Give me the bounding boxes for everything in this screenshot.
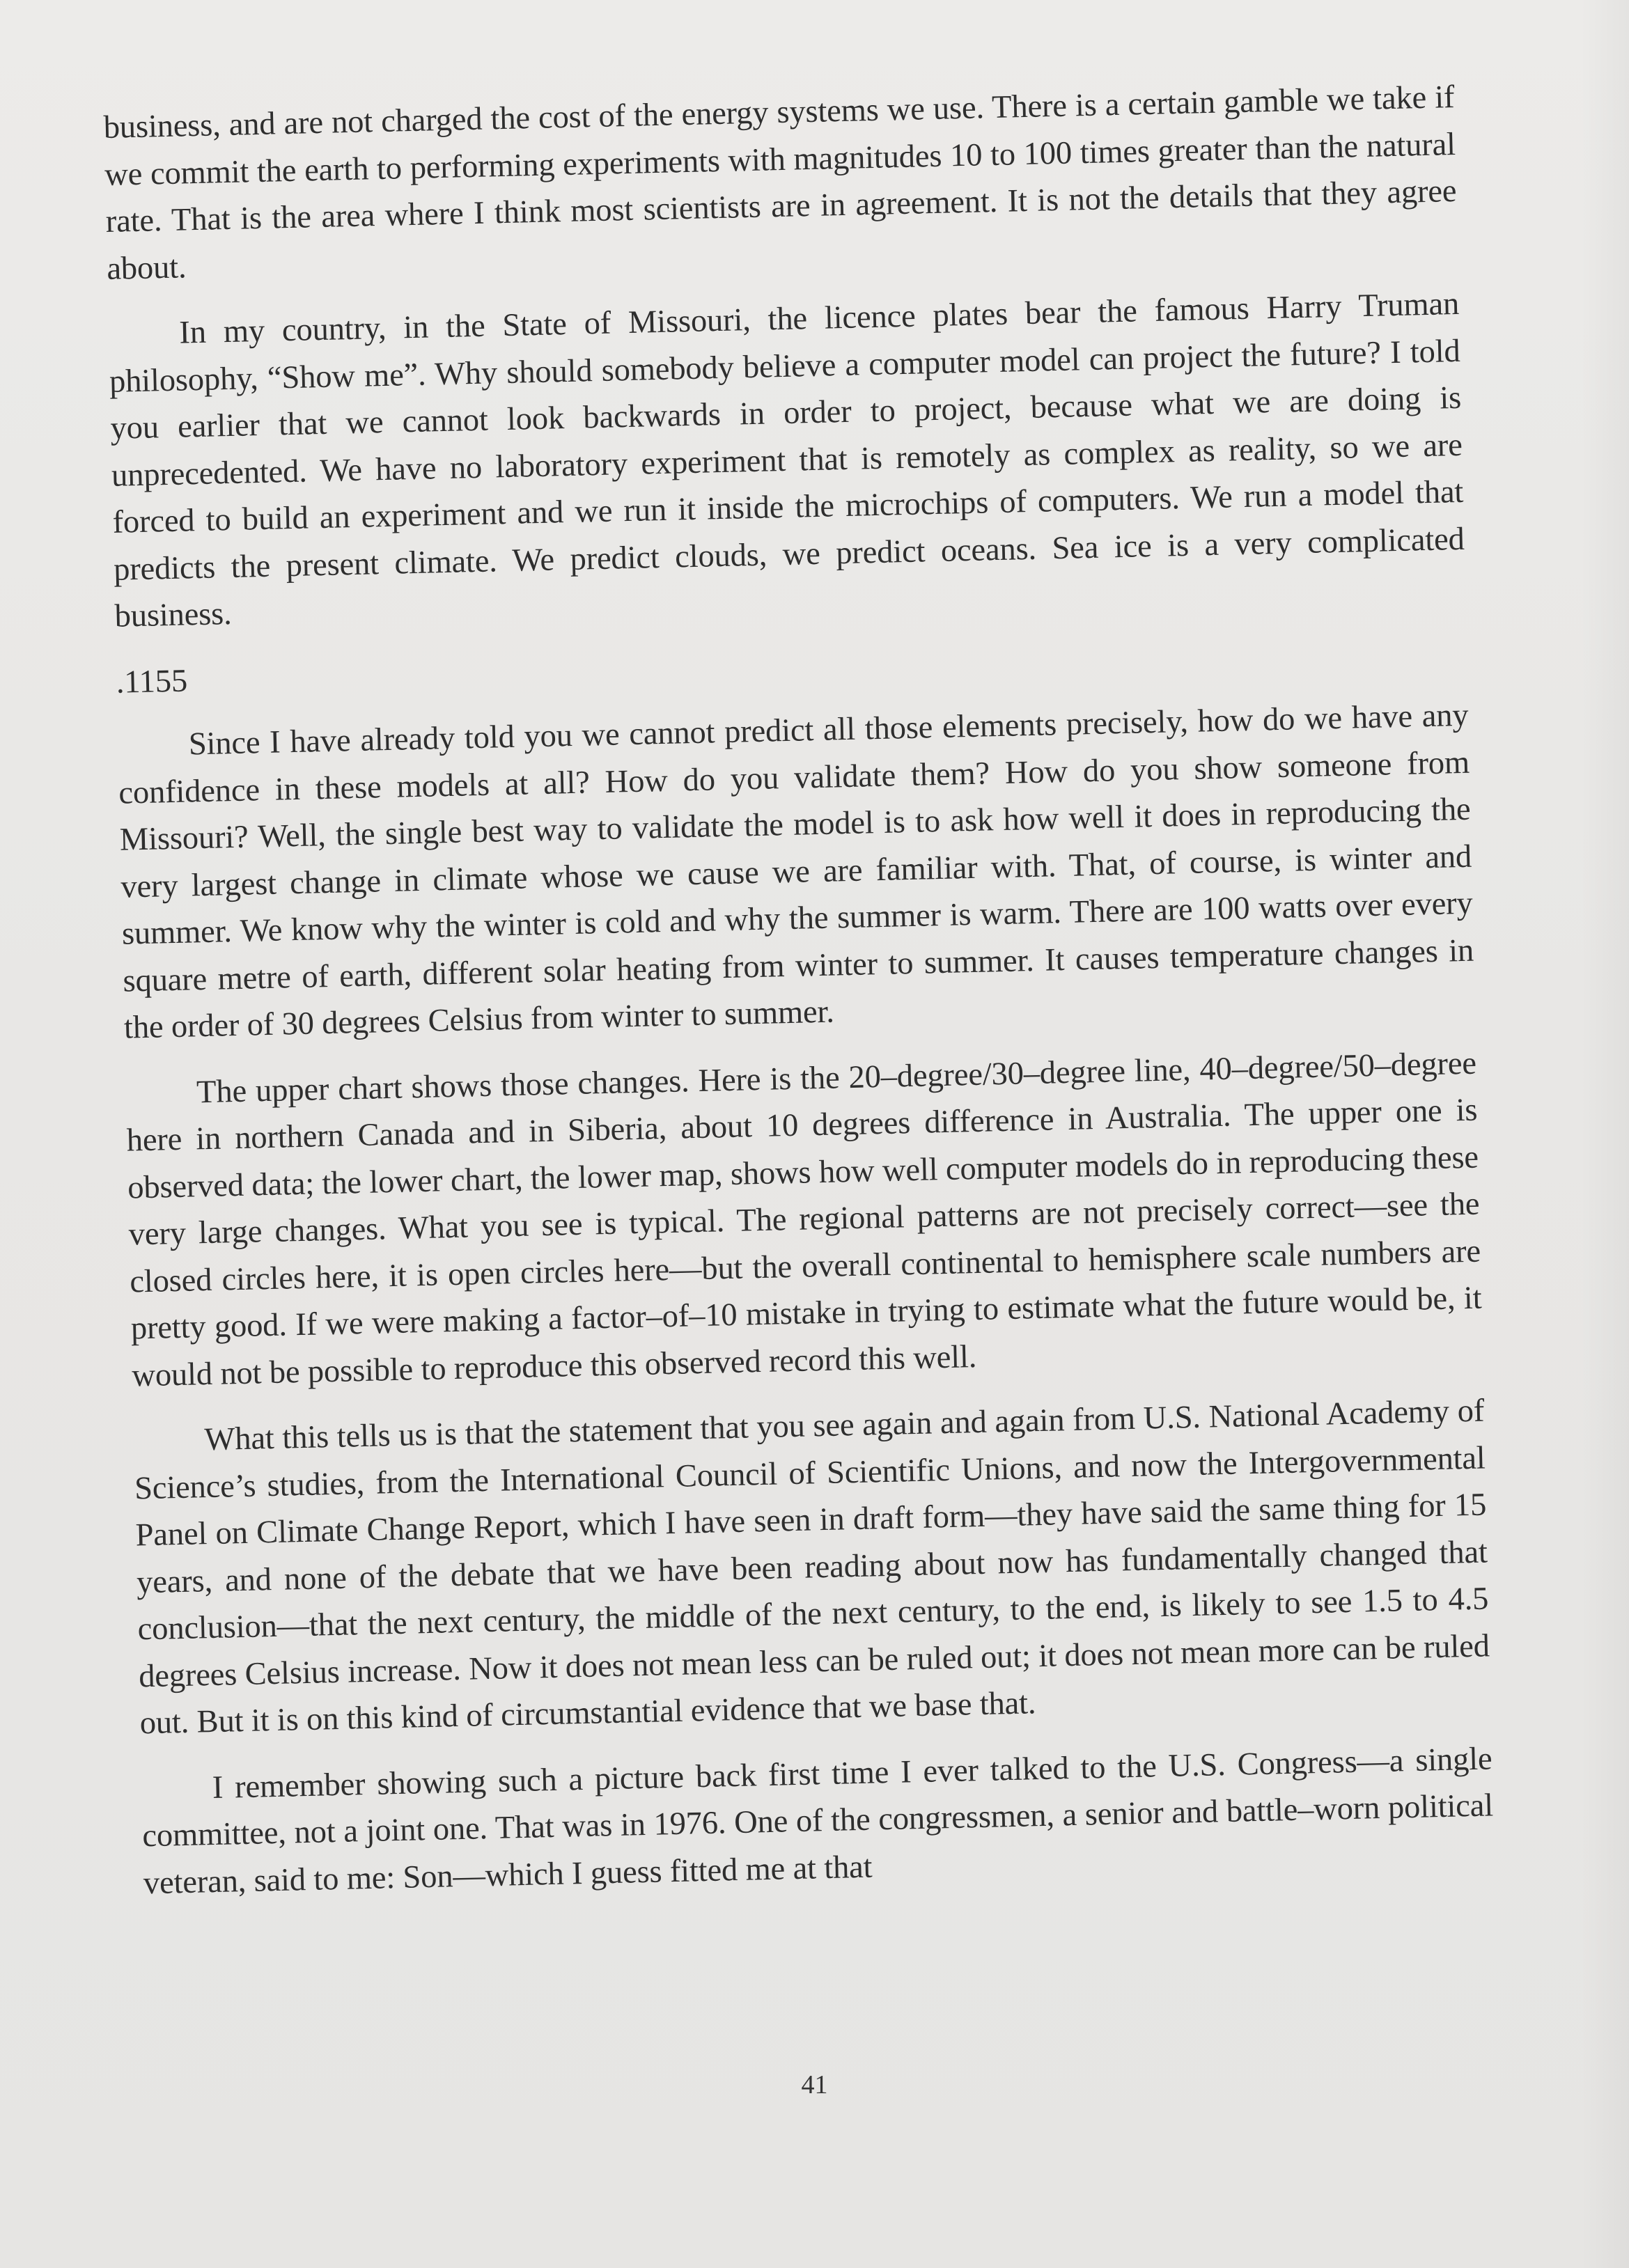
page-number: 41 [801, 2070, 828, 2099]
scan-edge-shading [1580, 0, 1629, 2268]
paragraph-continuation: business, and are not charged the cost of the energy systems we use. There is a certain gamble we take if we commit the earth to performing experiments with magnitudes 10 to 100 times greater than the natural rate. That is the area where I think most scientists are in agreement. It is not the details that they agree about. [103, 79, 1457, 287]
paragraph-congress: I remember showing such a picture back first time I ever talked to the U.S. Congress—a single committee, not a joint one. That was in 1976. One of the congressmen, a senior and battle–worn political veteran, said to me: Son—which I guess fitted me at that [141, 1740, 1494, 1901]
paragraph-upper-chart: The upper chart shows those changes. Here is the 20–degree/30–degree line, 40–degree/50–degree here in northern Canada and in Siberia, about 10 degrees difference in Australia. The upper one is observed data; the lower chart, the lower map, shows how well computer models do in reproducing these very large changes. What you see is typical. The regional patterns are not precisely correct—see the closed circles here, it is open circles here—but the overall continental to hemisphere scale numbers are pretty good. If we were making a factor–of–10 mistake in trying to estimate what the future would be, it would not be possible to reproduce this observed record this well. [126, 1045, 1482, 1394]
paragraph-marker: .1155 [116, 662, 188, 701]
paragraph-validation: Since I have already told you we cannot predict all those elements precisely, how do we have any confidence in these models at all? How do you validate them? How do you show someone from Missouri? Well, the single best way to validate the model is to ask how well it does in reproducing the very largest change in climate whose we cause we are familiar with. That, of course, is winter and summer. We know why the winter is cold and why the summer is warm. There are 100 watts over every square metre of earth, different solar heating from winter to summer. It causes temperature changes in the order of 30 degrees Celsius from winter to summer. [118, 697, 1474, 1046]
paragraph-missouri: In my country, in the State of Missouri, the licence plates bear the famous Harry Truman philosophy, “Show me”. Why should somebody believe a computer model can project the future? I told you earlier that we cannot look backwards in order to project, because what we are doing is unprecedented. We have no laboratory experiment that is remotely as complex as reality, so we are forced to build an experiment and we run it inside the microchips of computers. We run a model that predicts the present climate. We predict clouds, we predict oceans. Sea ice is a very complicated business. [109, 286, 1465, 634]
paragraph-conclusion: What this tells us is that the statement that you see again and again from U.S. National Academy of Science’s studies, from the International Council of Scientific Unions, and now the Intergovernmental Panel on Climate Change Report, which I have seen in draft form—they have said the same thing for 15 years, and none of the debate that we have been reading about now has fundamentally changed that conclusion—that the next century, the middle of the next century, to the end, is likely to see 1.5 to 4.5 degrees Celsius increase. Now it does not mean less can be ruled out; it does not mean more can be ruled out. But it is on this kind of circumstantial evidence that we base that. [134, 1393, 1490, 1742]
body-text [103, 74, 1495, 1925]
